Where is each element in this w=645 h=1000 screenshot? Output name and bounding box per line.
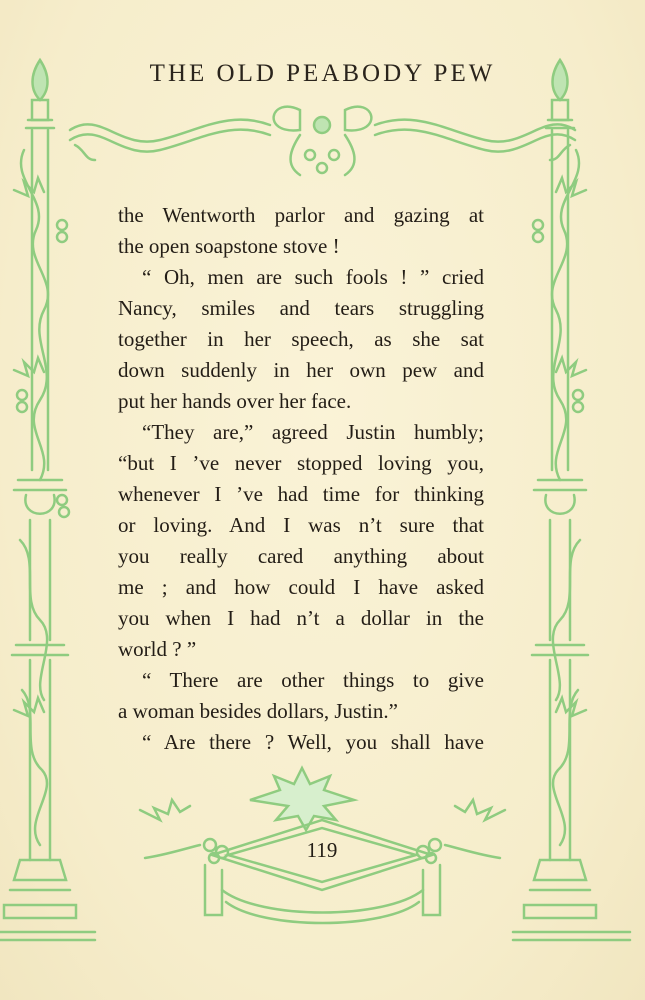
top-ribbon-ornament bbox=[70, 107, 575, 175]
text-line: a woman besides dollars, Justin.” bbox=[118, 699, 398, 723]
left-column-ornament bbox=[0, 60, 95, 940]
text-line: me ; and how could I have asked bbox=[118, 575, 484, 599]
text-line: “They are,” agreed Justin humbly; bbox=[142, 420, 484, 444]
text-line: the Wentworth parlor and gazing at bbox=[118, 203, 484, 227]
text-line: together in her speech, as she sat bbox=[118, 327, 484, 351]
text-line: the open soapstone stove ! bbox=[118, 234, 340, 258]
text-line: down suddenly in her own pew and bbox=[118, 358, 484, 382]
text-line: you really cared anything about bbox=[118, 544, 484, 568]
text-line: “but I ’ve never stopped loving you, bbox=[118, 451, 484, 475]
body-text bbox=[118, 200, 484, 758]
text-line: you when I had n’t a dollar in the bbox=[118, 606, 484, 630]
text-line: world ? ” bbox=[118, 637, 197, 661]
text-line: put her hands over her face. bbox=[118, 389, 352, 413]
right-column-ornament bbox=[513, 60, 630, 940]
text-line: “ There are other things to give bbox=[142, 668, 484, 692]
running-header: THE OLD PEABODY PEW bbox=[149, 60, 496, 87]
page-number: 119 bbox=[306, 838, 338, 862]
text-line: “ Are there ? Well, you shall have bbox=[142, 730, 484, 754]
text-line: whenever I ’ve had time for thinking bbox=[118, 482, 484, 506]
text-line: “ Oh, men are such fools ! ” cried bbox=[142, 265, 484, 289]
text-line: or loving. And I was n’t sure that bbox=[118, 513, 484, 537]
text-line: Nancy, smiles and tears struggling bbox=[118, 296, 484, 320]
